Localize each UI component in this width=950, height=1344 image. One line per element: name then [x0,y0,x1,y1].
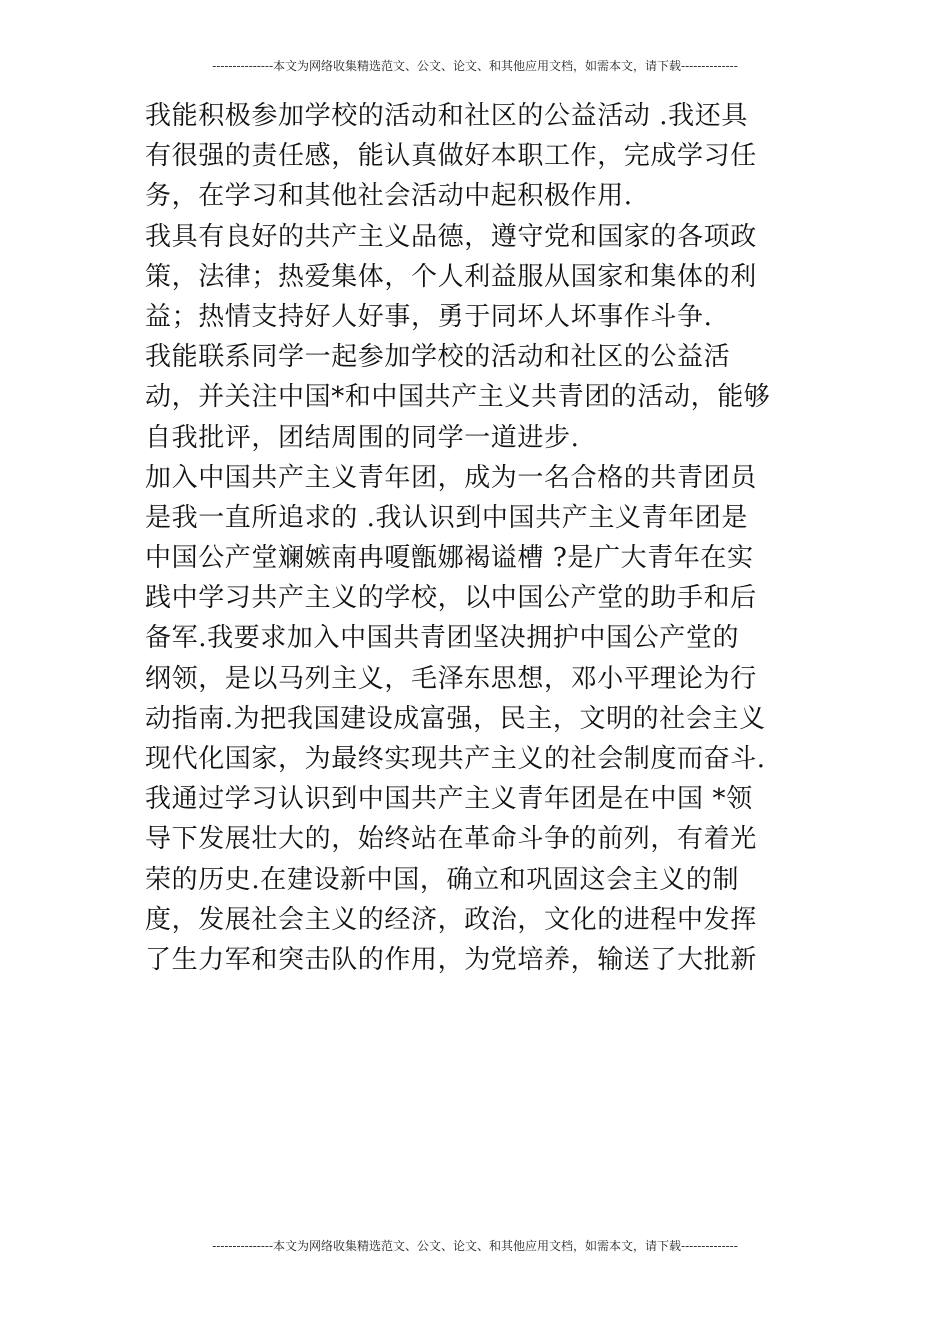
text-line: 益；热情支持好人好事，勇于同坏人坏事作斗争. [145,301,713,332]
text-line: 备军.我要求加入中国共青团坚决拥护中国公产堂的 [145,623,740,654]
document-body [145,96,825,980]
page-header: ---------------本文为网络收集精选范文、公文、论文、和其他应用文档，如需本文，请下载-------------- [212,59,738,73]
text-line: 加入中国共产主义青年团，成为一名合格的共青团员 [145,462,757,493]
text-line: 我能联系同学一起参加学校的活动和社区的公益活 [145,342,731,373]
text-line: 是我一直所追求的 .我认识到中国共产主义青年团是 [145,502,748,533]
text-line: 践中学习共产主义的学校，以中国公产堂的助手和后 [145,583,757,614]
text-line: 策，法律；热爱集体，个人利益服从国家和集体的利 [145,261,757,292]
text-line: 导下发展壮大的，始终站在革命斗争的前列，有着光 [145,824,757,855]
text-line: 务，在学习和其他社会活动中起积极作用. [145,181,633,212]
text-line: 了生力军和突击队的作用，为党培养，输送了大批新 [145,944,757,975]
text-line: 现代化国家，为最终实现共产主义的社会制度而奋斗. [145,744,766,774]
text-line: 我能积极参加学校的活动和社区的公益活动 .我还具 [145,101,748,131]
text-line: 有很强的责任感，能认真做好本职工作，完成学习任 [145,141,757,172]
text-line: 荣的历史.在建设新中国，确立和巩固这会主义的制 [145,864,740,895]
text-line: 我通过学习认识到中国共产主义青年团是在中国 *领 [145,784,753,815]
text-line: 自我批评，团结周围的同学一道进步. [145,422,580,453]
text-line: 动，并关注中国*和中国共产主义共青团的活动，能够 [145,382,771,413]
text-line: 中国公产堂斓嫉南冉嗄甑娜褐谥槽 ?是广大青年在实 [145,543,754,574]
text-line: 动指南.为把我国建设成富强，民主，文明的社会主义 [145,703,766,734]
text-line: 纲领，是以马列主义，毛泽东思想，邓小平理论为行 [145,663,757,694]
text-line: 我具有良好的共产主义品德，遵守党和国家的各项政 [145,221,757,252]
page-footer: ---------------本文为网络收集精选范文、公文、论文、和其他应用文档，如需本文，请下载-------------- [212,1239,738,1253]
text-line: 度，发展社会主义的经济，政治，文化的进程中发挥 [145,904,757,935]
